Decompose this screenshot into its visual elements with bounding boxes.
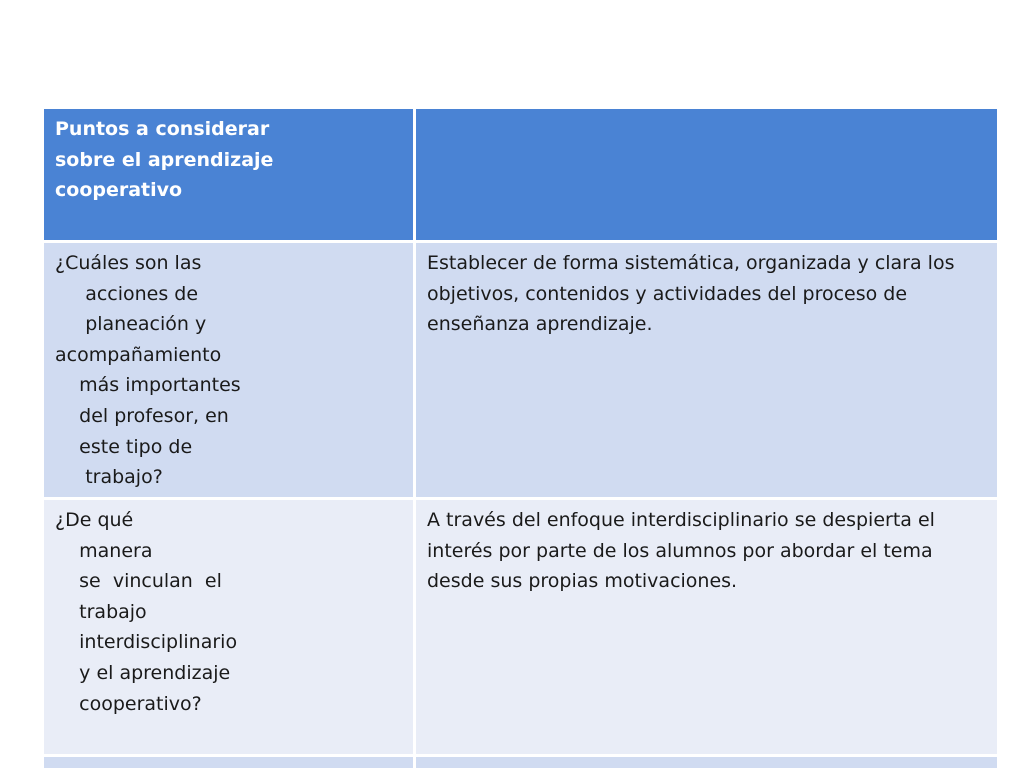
answer-cell-interdisciplinary: A través del enfoque interdisciplinario se despierta el interés por parte de los alumnos por abordar el tema desde sus propias motivaciones. <box>416 500 997 754</box>
answer-cell-empty <box>416 757 997 768</box>
header-cell-topics: Puntos a considerar sobre el aprendizaje cooperativo <box>44 109 413 240</box>
content-table <box>44 109 997 768</box>
question-cell-interdisciplinary: ¿De qué manera se vinculan el trabajo interdisciplinario y el aprendizaje cooperativo? <box>44 500 413 754</box>
answer-cell-planning: Establecer de forma sistemática, organizada y clara los objetivos, contenidos y actividades del proceso de enseñanza aprendizaje. <box>416 243 997 497</box>
question-cell-empty <box>44 757 413 768</box>
header-cell-answers <box>416 109 997 240</box>
question-cell-planning: ¿Cuáles son las acciones de planeación y acompañamiento más importantes del profesor, en este tipo de trabajo? <box>44 243 413 497</box>
